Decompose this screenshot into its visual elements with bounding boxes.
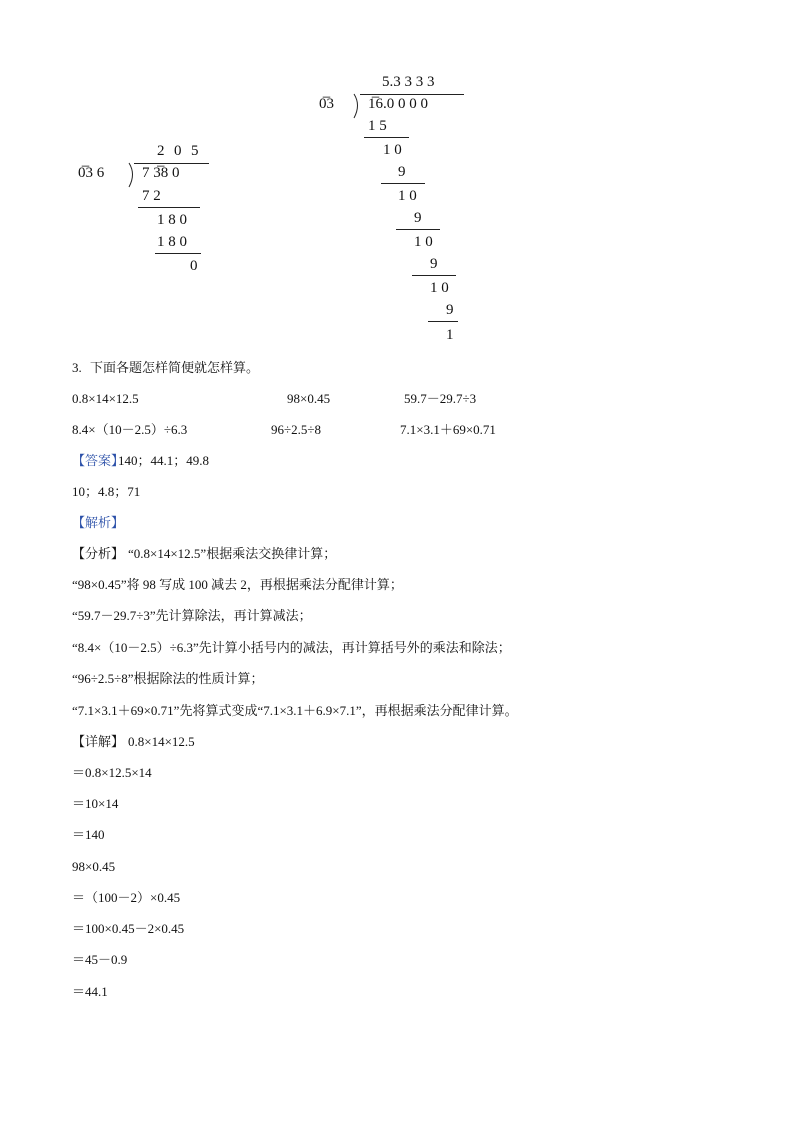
division-step: 1 0 bbox=[383, 142, 402, 158]
answer-line: 10；4.8；71 bbox=[72, 484, 141, 499]
step-line bbox=[155, 253, 201, 254]
analysis-line: “7.1×3.1＋69×0.71”先将算式变成“7.1×3.1＋6.9×7.1”，再根据乘法分配律计算。 bbox=[72, 703, 518, 718]
expression: 59.7－29.7÷3 bbox=[404, 391, 477, 406]
expression: 98×0.45 bbox=[287, 391, 331, 406]
division-step: 1 bbox=[446, 327, 454, 343]
detail-line: ＝（100－2）×0.45 bbox=[72, 890, 181, 905]
analysis-line: “98×0.45”将 98 写成 100 减去 2，再根据乘法分配律计算； bbox=[72, 577, 403, 592]
detail-line: ＝45－0.9 bbox=[72, 952, 128, 967]
answer-line: 140；44.1；49.8 bbox=[118, 453, 210, 468]
division-step: 9 bbox=[398, 164, 406, 180]
division-step: 1 0 bbox=[430, 280, 449, 296]
analysis-line: “59.7－29.7÷3”先计算除法，再计算减法； bbox=[72, 608, 312, 623]
analysis-line: “96÷2.5÷8”根据除法的性质计算； bbox=[72, 671, 264, 686]
dividend: 7 3̅8 0 bbox=[142, 165, 180, 181]
fenxi-tag: 【分析】 bbox=[72, 546, 125, 561]
division-step: 1 5 bbox=[368, 118, 387, 134]
division-step: 9 bbox=[414, 210, 422, 226]
division-bar bbox=[360, 94, 464, 95]
analysis-tag: 【解析】 bbox=[72, 515, 125, 530]
quotient-digit: 5 bbox=[191, 143, 199, 159]
division-bar bbox=[134, 163, 209, 164]
step-line bbox=[396, 229, 440, 230]
analysis-line: “8.4×（10－2.5）÷6.3”先计算小括号内的减法，再计算括号外的乘法和除法； bbox=[72, 640, 511, 655]
divisor: 0̅3 6 bbox=[78, 165, 105, 181]
dividend: 1̅6.0 0 0 0 bbox=[368, 96, 428, 112]
division-step: 7 2 bbox=[142, 188, 161, 204]
division-step: 1 8 0 bbox=[157, 212, 187, 228]
step-line bbox=[381, 183, 425, 184]
detail-line: ＝44.1 bbox=[72, 984, 108, 999]
step-line bbox=[412, 275, 456, 276]
step-line bbox=[428, 321, 458, 322]
detail-line: ＝100×0.45－2×0.45 bbox=[72, 921, 185, 936]
expression: 0.8×14×12.5 bbox=[72, 391, 139, 406]
question-number: 3. bbox=[72, 360, 82, 375]
division-step: 1 0 bbox=[398, 188, 417, 204]
division-step: 0 bbox=[190, 258, 198, 274]
detail-line: 0.8×14×12.5 bbox=[128, 734, 195, 749]
quotient-digit: 0 bbox=[174, 143, 182, 159]
detail-line: ＝10×14 bbox=[72, 796, 119, 811]
division-bracket bbox=[127, 162, 137, 188]
detail-line: 98×0.45 bbox=[72, 859, 116, 874]
step-line bbox=[138, 207, 200, 208]
question-title: 下面各题怎样简便就怎样算。 bbox=[90, 360, 260, 375]
expression: 7.1×3.1＋69×0.71 bbox=[400, 422, 496, 437]
answer-tag: 【答案】 bbox=[72, 453, 125, 468]
step-line bbox=[364, 137, 409, 138]
detail-line: ＝0.8×12.5×14 bbox=[72, 765, 152, 780]
quotient: 5.3 3 3 3 bbox=[382, 74, 435, 90]
analysis-line: “0.8×14×12.5”根据乘法交换律计算； bbox=[128, 546, 337, 561]
division-step: 1 8 0 bbox=[157, 234, 187, 250]
division-step: 9 bbox=[446, 302, 454, 318]
detail-line: ＝140 bbox=[72, 827, 105, 842]
detail-tag: 【详解】 bbox=[72, 734, 125, 749]
division-bracket bbox=[352, 93, 362, 119]
divisor: 0̅3 bbox=[319, 96, 334, 112]
expression: 96÷2.5÷8 bbox=[271, 422, 322, 437]
division-step: 1 0 bbox=[414, 234, 433, 250]
expression: 8.4×（10－2.5）÷6.3 bbox=[72, 422, 188, 437]
quotient-digit: 2 bbox=[157, 143, 165, 159]
division-step: 9 bbox=[430, 256, 438, 272]
